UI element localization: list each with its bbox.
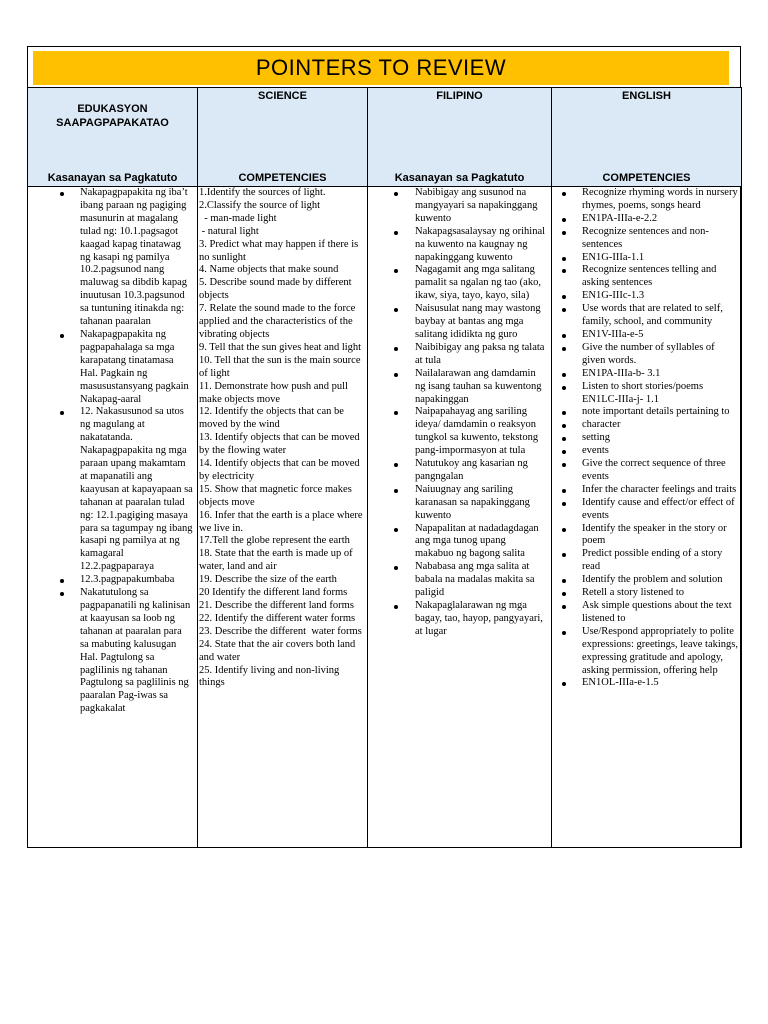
list-item: 16. Infer that the earth is a place where we live in. [199,509,366,534]
list-item: Napapalitan at nadadagdagan ang mga tunog upang makabuo ng bagong salita [368,523,551,562]
list-item: Give the number of syllables of given words. [552,342,741,368]
list-item: 24. State that the air covers both land and water [199,638,358,663]
list-item: Naiuugnay ang sariling karanasan sa napakinggang kuwento [368,484,551,523]
column-header-science [198,88,368,187]
list-item: 18. State that the earth is made up of water, land and air [199,548,356,573]
list-item: EN1G-IIIc-1.3 [552,290,741,303]
list-item: EN1PA-IIIa-e-2.2 [552,213,741,226]
table-body-row [28,187,742,848]
esp-subheader: Kasanayan sa Pagkatuto [47,172,178,184]
list-item: EN1G-IIIa-1.1 [552,252,741,265]
list-item: 1.Identify the sources of light. [199,187,326,198]
list-item: Predict possible ending of a story read [552,548,741,574]
list-item: Nakapaglalarawan ng mga bagay, tao, hayop, pangyayari, at lugar [368,600,551,639]
list-item: Nababasa ang mga salita at babala na madalas makita sa paligid [368,561,551,600]
list-item: 11. Demonstrate how push and pull make objects move [199,380,354,405]
list-item: Nakatutulong sa pagpapanatili ng kalinisan at kaayusan sa loob ng tahanan at paaralan para sa mabuting kalusugan Hal. Pagtulong sa paglilinis ng tahanan Pagtulong sa paglilinis ng paaralan Pag-iwas sa pagkakalat [28,587,197,716]
science-column [198,187,368,848]
english-subheader: COMPETENCIES [602,172,691,184]
esp-list [28,187,197,716]
list-item: 12. Nakasusunod sa utos ng magulang at nakatatanda. Nakapagpapakita ng mga paraan upang makamtam at mapanatili ang kaayusan at kapayapaan sa tahanan at paaralan tulad ng: 12.1.pagiging masaya para sa tagumpay ng ibang kasapi ng pamilya at ng kamagaral 12.2.pagpaparaya [28,406,197,574]
list-item: 12.3.pagpapakumbaba [28,574,197,587]
science-list [198,187,367,690]
list-item: 20 Identify the different land forms [199,587,348,599]
list-item: 14. Identify objects that can be moved by electricity [199,458,363,482]
list-item: Listen to short stories/poems EN1LC-IIIa-j- 1.1 [552,381,741,407]
list-item: Nailalarawan ang damdamin ng isang tauhan sa kuwentong napakinggan [368,368,551,407]
list-item: EN1PA-IIIa-b- 3.1 [552,368,741,381]
list-item: 3. Predict what may happen if there is no sunlight [199,238,361,263]
list-item: EN1V-IIIa-e-5 [552,329,741,342]
list-item: 15. Show that magnetic force makes objects move [199,483,355,508]
list-item: Identify the speaker in the story or poem [552,523,741,549]
list-item: Retell a story listened to [552,587,741,600]
list-item: events [552,445,741,458]
column-header-english [552,88,742,187]
list-item: 7. Relate the sound made to the force applied and the characteristics of the vibrating objects [199,303,358,340]
list-item: Nakapagsasalaysay ng orihinal na kuwento na kaugnay ng napakinggang kuwento [368,226,551,265]
list-item: 23. Describe the different water forms [199,625,362,637]
filipino-list [368,187,551,639]
list-item: Naisusulat nang may wastong baybay at bantas ang mga salitang ididikta ng guro [368,303,551,342]
filipino-subheader: Kasanayan sa Pagkatuto [394,172,525,184]
list-item: 22. Identify the different water forms [199,612,356,624]
page-title-text: POINTERS TO REVIEW [255,55,507,80]
esp-column [28,187,198,848]
science-subheader: COMPETENCIES [238,172,327,184]
list-item: Natutukoy ang kasarian ng pangngalan [368,458,551,484]
list-item: 19. Describe the size of the earth [199,574,337,586]
english-list [552,187,741,690]
list-item: 17.Tell the globe represent the earth [199,535,350,547]
list-item: 2.Classify the source of light [199,199,321,211]
list-item: 10. Tell that the sun is the main source of light [199,354,364,379]
page-title [33,51,729,85]
science-subject-title: SCIENCE [258,90,307,102]
list-item: Recognize sentences and non-sentences [552,226,741,252]
esp-subject-title: EDUKASYON SAAPAGPAPAKATAO [56,103,169,129]
list-item: Infer the character feelings and traits [552,484,741,497]
table-header-row [28,88,742,187]
list-item: 21. Describe the different land forms [199,600,354,611]
list-item: Nakapagpapakita ng pagpapahalaga sa mga karapatang tinatamasa Hal. Pagkain ng masusustansyang pagkain Nakapag-aaral [28,329,197,406]
list-item: Give the correct sequence of three events [552,458,741,484]
list-item: 5. Describe sound made by different objects [199,277,355,302]
english-column [552,187,742,848]
list-item: Recognize sentences telling and asking sentences [552,264,741,290]
list-item: Ask simple questions about the text listened to [552,600,741,626]
list-item: Nakapagpapakita ng iba’t ibang paraan ng pagiging masunurin at magalang tulad ng: 10.1.pagsagot kaagad kapag tinatawag ng kasapi ng pamilya 10.2.pagsunod nang maluwag sa dibdib kapag inuutusan 10.3.pagsunod sa tuntuning itinakda ng: tahanan paaralan [28,187,197,329]
list-item: Naibibigay ang paksa ng talata at tula [368,342,551,368]
filipino-subject-title: FILIPINO [436,90,483,102]
list-item: character [552,419,741,432]
list-item: 9. Tell that the sun gives heat and light [199,341,362,353]
english-subject-title: ENGLISH [622,90,671,102]
list-item: Naipapahayag ang sariling ideya/ damdamin o reaksyon tungkol sa kuwento, tekstong pang-impormasyon at tula [368,406,551,458]
list-item: EN1OL-IIIa-e-1.5 [552,677,741,690]
list-item: Nabibigay ang susunod na mangyayari sa napakinggang kuwento [368,187,551,226]
filipino-column [368,187,552,848]
list-item: 4. Name objects that make sound [199,264,339,276]
competency-table [27,87,742,848]
list-item: Identify cause and effect/or effect of events [552,497,741,523]
list-item: Use words that are related to self, family, school, and community [552,303,741,329]
list-item: 25. Identify living and non-living things [199,664,342,689]
list-item: note important details pertaining to [552,406,741,419]
list-item: Use/Respond appropriately to polite expressions: greetings, leave takings, expressing gratitude and apology, asking permission, offering help [552,626,741,678]
list-item: - man-made light [199,212,277,224]
column-header-esp [28,88,198,187]
list-item: 13. Identify objects that can be moved by the flowing water [199,432,363,457]
list-item: Recognize rhyming words in nursery rhymes, poems, songs heard [552,187,741,213]
list-item: setting [552,432,741,445]
column-header-filipino [368,88,552,187]
list-item: Nagagamit ang mga salitang pamalit sa ngalan ng tao (ako, ikaw, siya, tayo, kayo, sila) [368,264,551,303]
list-item: Identify the problem and solution [552,574,741,587]
list-item: - natural light [199,225,259,237]
list-item: 12. Identify the objects that can be moved by the wind [199,406,347,431]
